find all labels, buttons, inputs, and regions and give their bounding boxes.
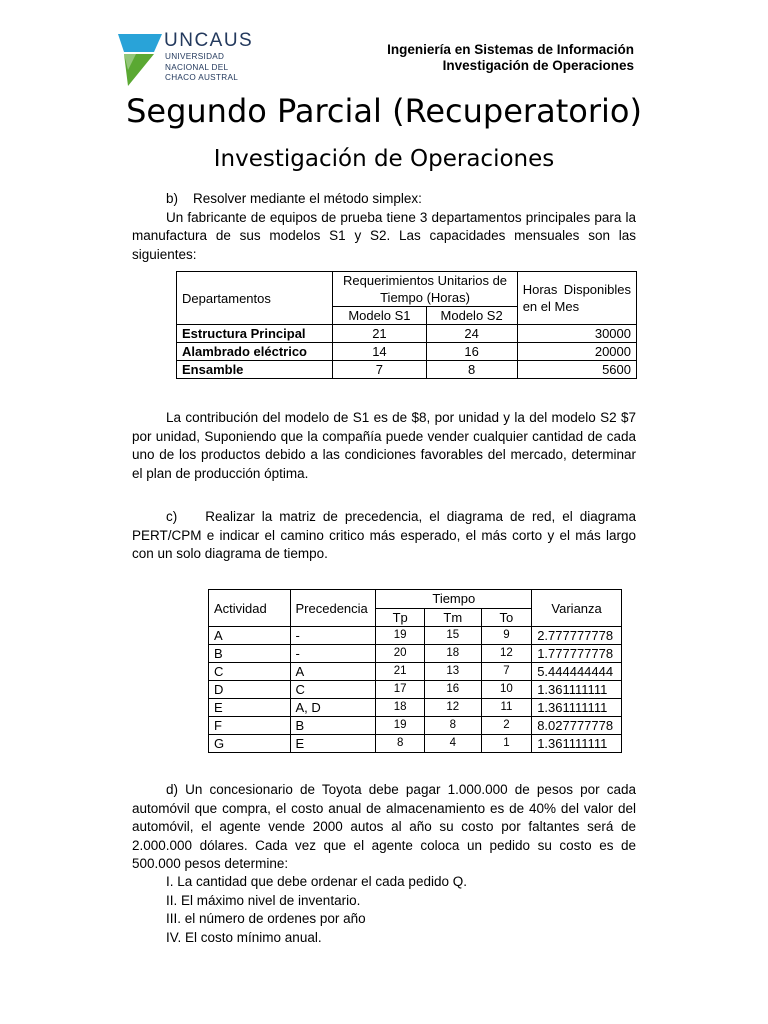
table-row	[209, 663, 622, 681]
logo-subtitle	[165, 52, 238, 84]
list-item: I. La cantidad que debe ordenar el cada pedido Q.	[166, 874, 467, 889]
table-cell: 11	[481, 699, 532, 717]
table-cell: 4	[424, 735, 481, 753]
header-course-info	[387, 42, 634, 74]
table-cell: 2.777777778	[532, 627, 622, 645]
table-cell: -	[290, 645, 376, 663]
header-actividad: Actividad	[209, 590, 291, 627]
header-precedencia: Precedencia	[290, 590, 376, 627]
table-cell: 18	[376, 699, 424, 717]
table-cell: 16	[426, 343, 517, 361]
table-cell: Ensamble	[177, 361, 333, 379]
table-row	[177, 361, 637, 379]
table-cell: 21	[376, 663, 424, 681]
table-cell: B	[290, 717, 376, 735]
section-d-text-block	[132, 781, 636, 874]
capacity-table	[176, 271, 637, 379]
table-row	[209, 627, 622, 645]
table-row	[177, 343, 637, 361]
header-tm: Tm	[424, 608, 481, 627]
table-cell: 19	[376, 627, 424, 645]
table-cell: 8	[424, 717, 481, 735]
table-cell: F	[209, 717, 291, 735]
table-cell: 8	[376, 735, 424, 753]
table-cell: 1.777777778	[532, 645, 622, 663]
table-cell: 15	[424, 627, 481, 645]
table-cell: 2	[481, 717, 532, 735]
section-b-paragraph-text: La contribución del modelo de S1 es de $8, por unidad y la del modelo S2 $7 por unidad, Suponiendo que la compañía puede vender cualquier cantidad de cada uno de los productos debido a las condiciones favorables del mercado, determinar el plan de producción óptima.	[132, 410, 636, 481]
table-cell: 18	[424, 645, 481, 663]
table-cell: 1	[481, 735, 532, 753]
section-c-text-block	[132, 508, 640, 564]
list-item: IV. El costo mínimo anual.	[166, 929, 322, 945]
table-cell: 30000	[517, 325, 636, 343]
table-cell: 7	[481, 663, 532, 681]
header-requerimientos: Requerimientos Unitarios de Tiempo (Horas)	[333, 272, 517, 307]
logo-sub-line: CHACO AUSTRAL	[165, 73, 239, 82]
header-line-2: Investigación de Operaciones	[442, 58, 634, 73]
table-cell: 21	[333, 325, 426, 343]
page-subtitle: Investigación de Operaciones	[213, 146, 555, 172]
list-item: III. el número de ordenes por año	[166, 911, 366, 926]
section-b-label: b) Resolver mediante el método simplex:	[166, 191, 422, 206]
table-cell: 12	[481, 645, 532, 663]
logo-sub-line: NACIONAL DEL	[165, 62, 229, 72]
uncaus-logo-icon	[118, 30, 162, 86]
section-b-paragraph	[132, 409, 636, 483]
table-cell: 8.027777778	[532, 717, 622, 735]
precedence-table	[208, 589, 622, 753]
table-cell: 14	[333, 343, 426, 361]
section-d-text: d) Un concesionario de Toyota debe pagar 1.000.000 de pesos por cada automóvil que compra, el costo anual de almacenamiento es de 40% del valor del automóvil, el agente vende 2000 autos al año su costo por faltantes será de 2.000.000 dólares. Cada vez que el agente coloca un pedido su costo es de 500.000 pesos determine:	[132, 782, 636, 871]
precedence-table-body	[209, 627, 622, 753]
table-cell: 5600	[517, 361, 636, 379]
table-cell: 9	[481, 627, 532, 645]
table-cell: A	[290, 663, 376, 681]
table-row	[209, 645, 622, 663]
table-cell: C	[290, 681, 376, 699]
header-line-1: Ingeniería en Sistemas de Información	[387, 42, 634, 57]
table-cell: 19	[376, 717, 424, 735]
table-cell: Alambrado eléctrico	[177, 343, 333, 361]
table-cell: 24	[426, 325, 517, 343]
header-tiempo: Tiempo	[376, 590, 532, 609]
section-c-text: c) Realizar la matriz de precedencia, el diagrama de red, el diagrama PERT/CPM e indicar el camino critico más esperado, el más corto y el más largo con un solo diagrama de tiempo.	[132, 509, 640, 561]
table-cell: E	[209, 699, 291, 717]
table-cell: -	[290, 627, 376, 645]
header-departamentos: Departamentos	[177, 272, 333, 325]
table-cell: 12	[424, 699, 481, 717]
list-item: II. El máximo nivel de inventario.	[166, 892, 361, 908]
header-modelo-s2: Modelo S2	[426, 307, 517, 325]
table-cell: D	[209, 681, 291, 699]
header-modelo-s1: Modelo S1	[333, 307, 426, 325]
table-row	[177, 325, 637, 343]
section-b-intro-text: Un fabricante de equipos de prueba tiene 3 departamentos principales para la manufactura de sus modelos S1 y S2. Las capacidades mensuales son las siguientes:	[132, 209, 636, 262]
table-row	[209, 735, 622, 753]
table-cell: 13	[424, 663, 481, 681]
table-row	[209, 681, 622, 699]
table-cell: 20	[376, 645, 424, 663]
table-row	[209, 717, 622, 735]
table-cell: C	[209, 663, 291, 681]
table-cell: 1.361111111	[532, 735, 622, 753]
table-cell: A, D	[290, 699, 376, 717]
logo-name: UNCAUS	[164, 30, 254, 51]
table-cell: 16	[424, 681, 481, 699]
table-cell: A	[209, 627, 291, 645]
table-cell: 5.444444444	[532, 663, 622, 681]
page-title: Segundo Parcial (Recuperatorio)	[126, 92, 642, 130]
table-cell: G	[209, 735, 291, 753]
section-b-intro	[132, 190, 636, 264]
table-cell: 8	[426, 361, 517, 379]
table-cell: 1.361111111	[532, 681, 622, 699]
header-to: To	[481, 608, 532, 627]
header-varianza: Varianza	[532, 590, 622, 627]
logo-sub-line: UNIVERSIDAD	[165, 52, 225, 61]
table-cell: B	[209, 645, 291, 663]
header-tp: Tp	[376, 608, 424, 627]
table-cell: Estructura Principal	[177, 325, 333, 343]
table-cell: 7	[333, 361, 426, 379]
table-cell: E	[290, 735, 376, 753]
table-cell: 1.361111111	[532, 699, 622, 717]
table-cell: 10	[481, 681, 532, 699]
table-cell: 17	[376, 681, 424, 699]
table-row	[209, 699, 622, 717]
header-horas: Horas Disponibles en el Mes	[517, 272, 636, 325]
table-cell: 20000	[517, 343, 636, 361]
university-logo	[118, 30, 258, 88]
section-d-list	[166, 873, 467, 947]
